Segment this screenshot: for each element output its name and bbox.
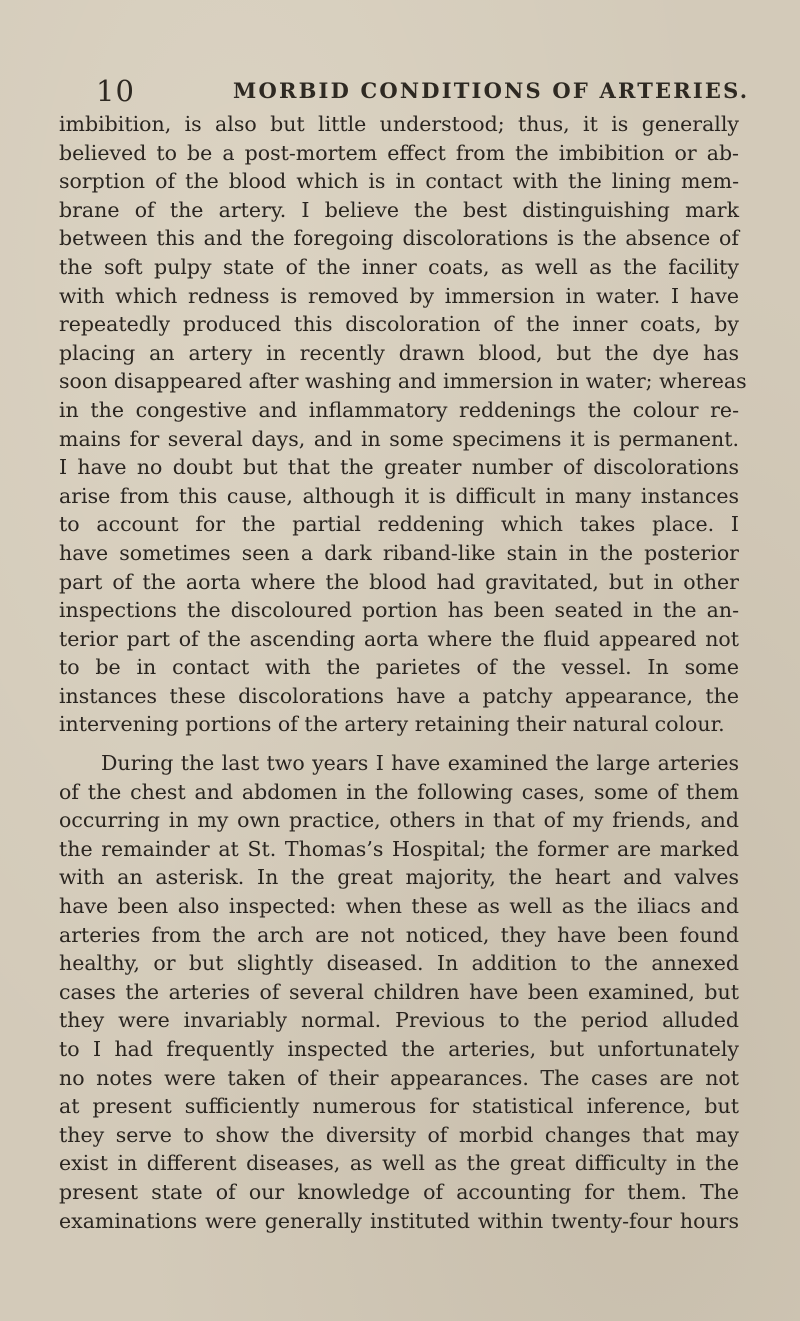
- text-line: of the chest and abdomen in the following cases, some of them: [59, 779, 739, 804]
- text-line: they were invariably normal. Previous to the period alluded: [59, 1008, 739, 1033]
- text-line: brane of the artery. I believe the best distinguishing mark: [59, 197, 739, 222]
- text-line: the remainder at St. Thomas’s Hospital; the former are marked: [59, 836, 739, 861]
- text-line: During the last two years I have examined the large arteries: [101, 751, 739, 775]
- paragraph-2: [59, 749, 739, 1235]
- text-line: exist in different diseases, as well as the great difficulty in the: [59, 1151, 739, 1176]
- page-number: 10: [96, 74, 135, 108]
- text-line: healthy, or but slightly diseased. In addition to the annexed: [59, 951, 739, 976]
- text-line: placing an artery in recently drawn blood, but the dye has: [59, 340, 739, 365]
- text-line: inspections the discoloured portion has been seated in the an-: [59, 598, 739, 623]
- text-line: repeatedly produced this discoloration of the inner coats, by: [59, 312, 739, 337]
- text-line: at present sufficiently numerous for statistical inference, but: [59, 1094, 739, 1119]
- text-line: soon disappeared after washing and immersion in water; whereas: [59, 369, 747, 394]
- text-line: arise from this cause, although it is difficult in many instances: [59, 483, 739, 508]
- text-line: examinations were generally instituted within twenty-four hours: [59, 1208, 739, 1233]
- text-line: arteries from the arch are not noticed, they have been found: [59, 922, 739, 947]
- text-line: they serve to show the diversity of morbid changes that may: [59, 1122, 739, 1147]
- text-line: cases the arteries of several children have been examined, but: [59, 979, 739, 1004]
- text-line: part of the aorta where the blood had gravitated, but in other: [59, 569, 739, 594]
- text-line: imbibition, is also but little understood; thus, it is generally: [59, 112, 739, 136]
- running-head: [96, 74, 750, 110]
- header-title: MORBID CONDITIONS OF ARTERIES.: [233, 78, 750, 103]
- text-line: occurring in my own practice, others in that of my friends, and: [59, 808, 739, 833]
- text-line: I have no doubt but that the greater number of discolorations: [59, 455, 739, 480]
- text-line: believed to be a post-mortem effect from the imbibition or ab-: [59, 140, 739, 165]
- text-line: have sometimes seen a dark riband-like stain in the posterior: [59, 540, 739, 565]
- text-line: instances these discolorations have a patchy appearance, the: [59, 683, 739, 708]
- text-line: no notes were taken of their appearances. The cases are not: [59, 1065, 739, 1090]
- text-line: mains for several days, and in some specimens it is permanent.: [59, 426, 739, 451]
- text-line: to be in contact with the parietes of the vessel. In some: [59, 655, 739, 680]
- text-line: with an asterisk. In the great majority, the heart and valves: [59, 865, 739, 890]
- text-line: to account for the partial reddening which takes place. I: [59, 512, 739, 537]
- text-line: present state of our knowledge of accounting for them. The: [59, 1179, 739, 1204]
- text-line: in the congestive and inflammatory reddenings the colour re-: [59, 397, 739, 422]
- text-line: the soft pulpy state of the inner coats, as well as the facility: [59, 254, 739, 279]
- text-line: with which redness is removed by immersion in water. I have: [59, 283, 739, 308]
- text-line: intervening portions of the artery retaining their natural colour.: [59, 712, 725, 737]
- text-line: to I had frequently inspected the arteries, but unfortunately: [59, 1036, 739, 1061]
- text-line: between this and the foregoing discolorations is the absence of: [59, 226, 739, 251]
- text-line: terior part of the ascending aorta where the fluid appeared not: [59, 626, 739, 651]
- text-line: have been also inspected: when these as well as the iliacs and: [59, 893, 739, 918]
- text-line: sorption of the blood which is in contact with the lining mem-: [59, 169, 739, 194]
- paragraph-1: [59, 110, 747, 739]
